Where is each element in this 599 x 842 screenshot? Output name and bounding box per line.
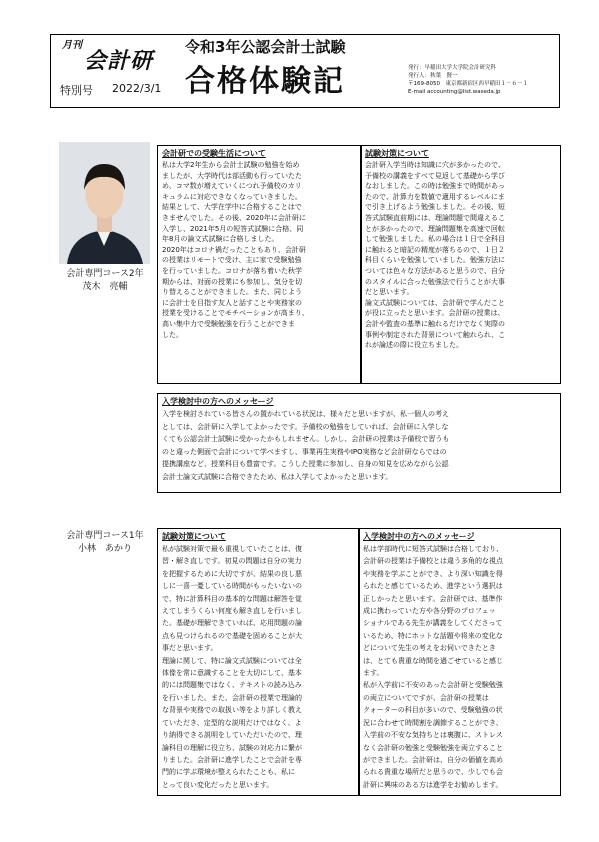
text-line: を行いました。また、会計研の授業で理論的 xyxy=(162,693,302,702)
text-line: に触れると暗記の精度が落ちるので、１日２ xyxy=(365,245,505,254)
text-line: 入学を検討されている皆さんの置かれている状況は、様々だと思いますが、私一個人の考え xyxy=(162,410,449,418)
text-line: や実務を学ぶことができ、より深い知識を得 xyxy=(363,569,503,578)
section-title: 試験対策について xyxy=(365,149,429,158)
text-line: 授業を受けることでモチベーションが高まり、 xyxy=(162,309,309,318)
issue-date: 2022/3/1 xyxy=(112,82,162,95)
section-body xyxy=(162,408,557,484)
section-title: 会計研での受験生活について xyxy=(162,149,266,158)
text-line: 点も見つけられるので基礎を固めることが大 xyxy=(162,631,302,640)
text-line: だと思います。 xyxy=(365,288,414,297)
author-name: 小林 あかり xyxy=(77,544,132,554)
issue-label: 特別号 xyxy=(60,84,93,97)
text-line: 計研に興味のある方は進学をお勧めします。 xyxy=(363,780,503,789)
text-line: ついては色々な方法があると思うので、自分 xyxy=(365,266,505,275)
text-line: の授業はリモートで受け、主に家で受験勉強 xyxy=(162,256,302,265)
text-line: で引き上げるよう勉強しました。その後、短 xyxy=(365,203,505,212)
text-line: いるため、特にホットな話題や将来の変化な xyxy=(363,631,503,640)
text-line: ます。 xyxy=(363,669,384,678)
text-line: 会計研の授業は予備校とは違う多角的な視点 xyxy=(363,557,503,566)
text-line: 成に携わっていた方や各分野のプロフェッ xyxy=(363,607,496,616)
section-body xyxy=(162,543,356,791)
section-title: 試験対策について xyxy=(162,532,226,541)
author-course: 会計専門コース2年 xyxy=(66,269,144,279)
text-line: ができました。会計研は、自分の価値を高め xyxy=(363,755,503,764)
text-line: 正しかったと思います。会計研では、基準作 xyxy=(363,594,503,603)
text-line: ショナルである先生が講義をしてくださって xyxy=(363,619,503,628)
publisher-line: E-mail accounting@list.waseda.jp xyxy=(408,89,501,95)
section-body xyxy=(162,160,358,340)
page-title: 合格体験記 xyxy=(185,64,345,99)
text-line: しに一喜一憂している時間がもったいないの xyxy=(162,582,302,591)
section-box-exam-strategy xyxy=(360,145,561,384)
text-line: して勉強しました。私の場合は１日で全科目 xyxy=(365,235,505,244)
text-line: クォーターの科目が多いので、受験勉強の状 xyxy=(363,706,503,715)
text-line: 私が試験対策で最も重視していたことは、復 xyxy=(162,545,302,553)
text-line: なく会計研の勉強と受験勉強を両立すること xyxy=(363,743,503,752)
text-line: とって良い変化だったと思います。 xyxy=(162,780,274,789)
text-line: 科目くらいを勉強していました。勉強方法に xyxy=(365,256,505,265)
title-subheading: 令和3年公認会計士試験 xyxy=(185,38,346,56)
text-line: り納得できる説明をしていただいたので、理 xyxy=(162,731,302,740)
text-line: なおしました。この時は勉強まで時間があっ xyxy=(365,182,505,191)
text-line: りました。会計研に進学したことで会計を専 xyxy=(162,755,302,764)
text-line: くても公認会計士試験に受かったかもしれません。しかし、会計研の授業は予備校で習うも xyxy=(162,435,450,444)
magazine-logo: 会計研 xyxy=(84,49,154,74)
publisher-line: 発行：早稲田大学大学院会計研究科 xyxy=(408,65,497,71)
text-line: 予備校の講義をすべて見返して基礎から学び xyxy=(365,171,505,180)
text-line: ていただき、定型的な説明だけではなく、よ xyxy=(162,718,302,727)
text-line: 入学前の不安な気持ちとは裏腹に、ストレス xyxy=(363,731,503,740)
text-line: した。 xyxy=(162,330,183,339)
text-line: 年8月の論文式試験に合格しました。 xyxy=(162,235,279,244)
text-line: 会計研入学当時は知識に穴が多かったので、 xyxy=(365,161,505,169)
text-line: 理論に関して、特に論文式試験については全 xyxy=(162,656,302,665)
text-line: キュラムに対応できなくなっていきました。 xyxy=(162,192,302,201)
text-line: 結果として、大学在学中に合格することはで xyxy=(162,203,302,212)
text-line: た。基礎が理解できていれば、応用問題の論 xyxy=(162,619,302,628)
text-line: えてしまうくらい何度も解き直しを行いまし xyxy=(162,607,302,616)
text-line: 事だと思います。 xyxy=(162,644,218,653)
section-body xyxy=(363,543,557,791)
text-line: 論科目の理解に役立ち、試験の対応力に繋が xyxy=(162,743,302,752)
author-name: 茂木 亮輔 xyxy=(82,282,128,292)
section-title: 入学検討中の方へのメッセージ xyxy=(363,532,475,541)
text-line: な背景や実務での取扱い等をより詳しく教え xyxy=(162,706,302,715)
text-line: で、特に計算科目の基本的な問題は解答を覚 xyxy=(162,594,302,603)
text-line: が役に立ったと思います。会計研の授業は、 xyxy=(365,309,505,318)
text-line: 提携講座など、授業科目も豊富です。こうした授業に参加し、自身の知見を広めながら公認 xyxy=(162,460,449,469)
text-line: ましたが、大学時代は部活動も行っていたた xyxy=(162,171,302,180)
text-line: られたと感じているため、進学という選択は xyxy=(363,582,503,591)
section-box-exam-life xyxy=(157,145,362,384)
text-line: のスタイルに合った勉強法で行うことが大事 xyxy=(365,277,505,286)
text-line: 会計士論文式試験に合格できたため、私は入学してよかったと思います。 xyxy=(162,472,393,481)
publisher-line: 発行人：秋葉 賢一 xyxy=(408,73,458,79)
text-line: 入学し、2021年5月の短答式試験に合格、同 xyxy=(162,224,304,233)
magazine-label-small: 月刊 xyxy=(62,40,82,51)
section-title: 入学検討中の方へのメッセージ xyxy=(162,397,274,406)
text-line: め、コマ数が増えていくにつれ予備校のカリ xyxy=(162,182,302,191)
portrait-photo xyxy=(59,142,150,264)
text-line: 私は学部時代に短答式試験は合格しており、 xyxy=(363,545,503,553)
text-line: を把握するために大切ですが、結果の良し悪 xyxy=(162,569,302,578)
text-line: 期からは、対面の授業にも参加し、気分を切 xyxy=(162,277,302,286)
text-line: としては、会計研に入学してよかったです。予備校の勉強をしていれば、会計研に入学しな xyxy=(162,422,449,431)
text-line: 的には問題集ではなく、テキストの読み込み xyxy=(162,681,302,690)
text-line: 論文式試験については、会計研で学んだこと xyxy=(365,298,505,307)
text-line: 2020年はコロナ禍だったこともあり、会計研 xyxy=(162,245,306,254)
text-line: どについて先生の考えをお伺いできたとき xyxy=(363,644,496,653)
text-line: 況に合わせて時間割を調節することができ、 xyxy=(363,718,503,727)
text-line: 門的に学ぶ環境が整えられたことも、私に xyxy=(162,768,295,777)
text-line: 答式試験直前期には、理論問題で間違えるこ xyxy=(365,213,505,222)
text-line: の両立についてですが、会計研の授業は xyxy=(363,693,489,702)
publisher-line: 〒169-8050 東京都新宿区西早稲田１－６－１ xyxy=(408,81,528,87)
section-box-message xyxy=(157,393,561,493)
text-line: 事例や制定された背景について触れられ、こ xyxy=(365,330,506,339)
publisher-info xyxy=(408,64,556,96)
author-course: 会計専門コース1年 xyxy=(66,531,144,541)
text-line: 体像を常に意識することを大切にして、基本 xyxy=(162,669,302,678)
section-box-exam-strategy-2 xyxy=(157,528,360,796)
text-line: のと違った側面で会計について学べますし、事業再生実務やIPO実務など会計研ならではの xyxy=(162,447,447,456)
text-line: れが論述の際に役立ちました。 xyxy=(365,341,463,350)
text-line: 高い集中力で受験勉強を行うことができま xyxy=(162,319,295,328)
text-line: られる貴重な場所だと思うので、少しでも会 xyxy=(363,768,503,777)
section-box-message-2 xyxy=(358,528,561,796)
text-line: 私は大学2年生から会計士試験の勉強を始め xyxy=(162,161,300,169)
text-line: たので、計算力を数値で適用するレベルにま xyxy=(365,192,505,201)
text-line: 習・解き直しです。初見の問題は自分の実力 xyxy=(162,557,302,566)
text-line: に会計士を目指す友人と話すことや実務家の xyxy=(162,298,302,307)
text-line: を行っていました。コロナが落ち着いた秋学 xyxy=(162,266,302,275)
text-line: 私が入学前に不安のあった会計研と受験勉強 xyxy=(363,681,503,690)
text-line: は、とても貴重な時間を過ごせていると感じ xyxy=(363,656,503,665)
text-line: り替えることができました。また、同じよう xyxy=(162,288,302,297)
text-line: きませんでした。その後、2020年に会計研に xyxy=(162,213,306,222)
text-line: とが多かったので、理論問題集を高速で回転 xyxy=(365,224,505,233)
text-line: 会計や監査の基準に触れるだけでなく実際の xyxy=(365,319,505,328)
section-body xyxy=(365,160,557,351)
